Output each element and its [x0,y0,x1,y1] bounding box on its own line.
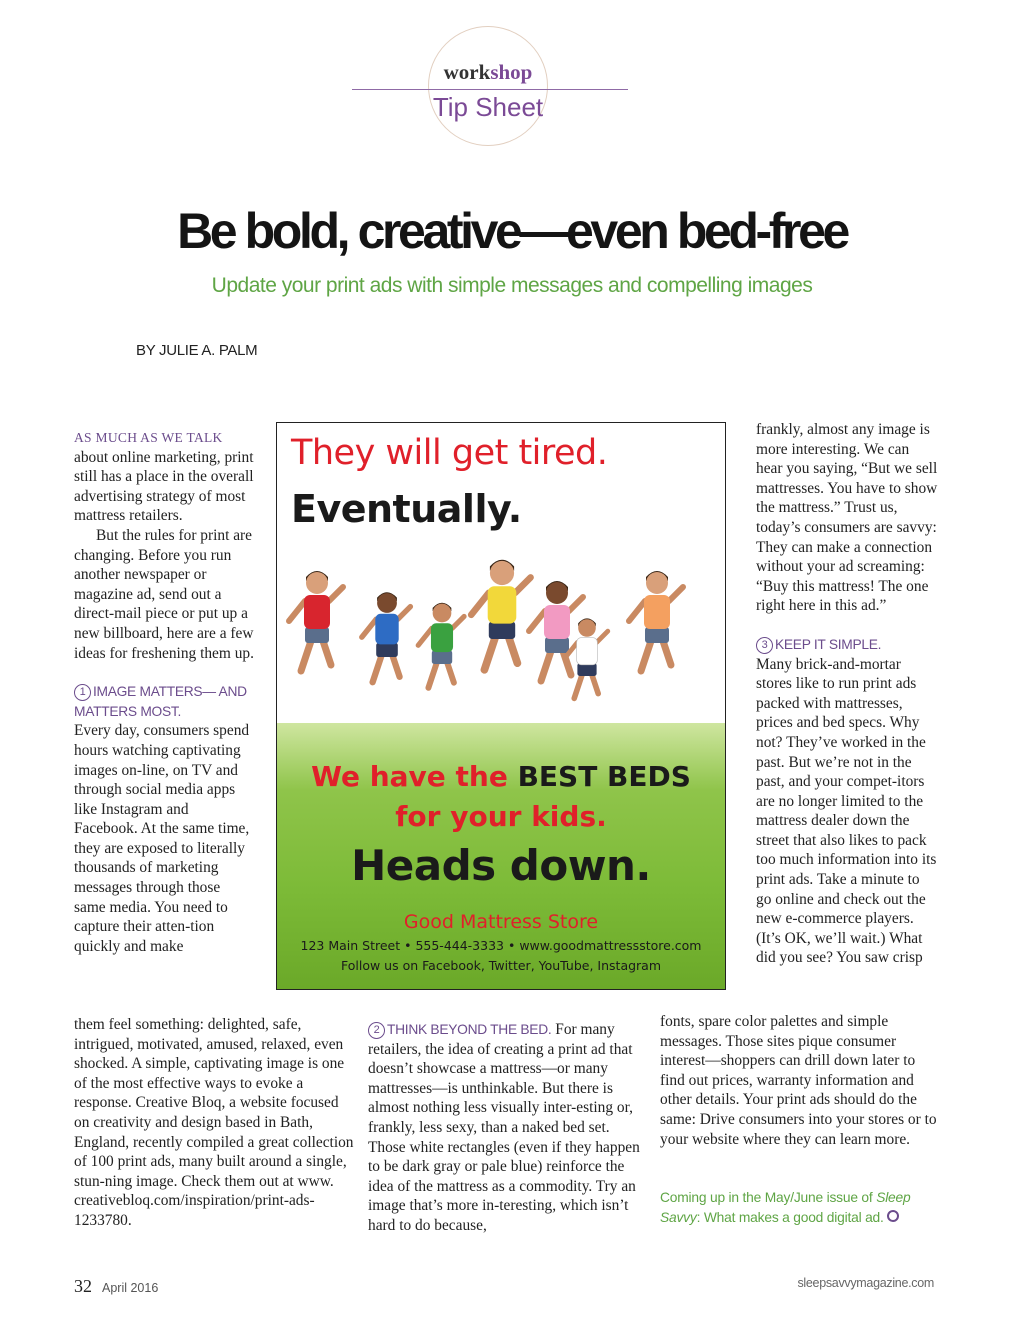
lead-text: about online marketing, print still has a place in the overall advertising strategy of most mattress retailers. [74,448,254,525]
lead-paragraph [74,428,254,526]
header-badge-circle [428,26,548,146]
column-1 [74,428,254,956]
ad-heads-down: Heads down. [351,841,651,890]
magazine-site: sleepsavvymagazine.com [797,1276,934,1290]
ad-best-c: for your kids. [395,800,607,833]
issue-date: April 2016 [102,1281,159,1295]
child-figure [529,581,583,681]
coming-up-text: Coming up in the May/June issue of [660,1190,873,1205]
ad-line-1: They will get tired. [291,433,608,473]
child-figure [418,603,464,688]
child-figure [565,618,608,698]
tip-1-body-b: them feel something: delighted, safe, intrigued, motivated, amused, relaxed, even shocked. A simple, captivating image is one of the most effective ways to evoke a response. Creative Bloq, a website focused on creativity and design based in Bath, England, recently compiled a great collection of 100 print ads, many built around a single, stun-ning image. Check them out at www. creativebloq.com/inspiration/print-ads-1233780. [74,1016,354,1229]
tip-1-number: 1 [74,684,91,701]
ad-line-2: Eventually. [291,487,522,531]
tip-3-body-a: Many brick-and-mortar stores like to run print ads packed with mattresses, prices and bed specs. Why not? They’ve worked in the past. But we’re not in the past, and your compet-itors are no longer limited to the mattress dealer down the street that also likes to pack too much information into its print ads. Take a minute to go online and check out the new e-commerce players. (It’s OK, we’ll wait.) What did you see? You saw crisp [756,655,937,967]
article-headline: Be bold, creative—even bed-free [177,203,847,259]
tip-2-number: 2 [368,1022,385,1039]
sample-print-ad [276,422,726,990]
lead-caps: AS MUCH AS WE TALK [74,430,223,445]
tip-3-title: KEEP IT SIMPLE. [775,636,882,652]
ad-best-b: BEST BEDS [517,760,691,793]
tip-2-body: For many retailers, the idea of creating a print ad that doesn’t showcase a mattress—or many mattresses—is unthinkable. But there is almost nothing less visually inter-esting or, frankly, less sexy, than a naked bed set. Those white rectangles (even if they happen to be dark gray or pale blue) reinforce the idea of the mattress as a commodity. Try an image that’s more in-teresting, which isn’t hard to do because, [368,1021,640,1234]
ad-best-beds [277,757,725,837]
tip-3-body-b: fonts, spare color palettes and simple messages. Those sites pique consumer interest—shoppers can drill down later to find out prices, warranty information and other details. Your print ads should do the same: Drive consumers into your stores or to your website where they can learn more. [660,1013,937,1148]
coming-up-magazine: Sleep Savvy [660,1190,911,1225]
article-subhead: Update your print ads with simple messages and compelling images [211,274,813,297]
tip-1-heading [74,682,254,721]
tip-3-heading [756,635,938,655]
tip-1-title: IMAGE MATTERS— AND MATTERS MOST. [74,684,247,719]
column-1-lower [74,1015,354,1231]
column-3-top: frankly, almost any image is more interesting. We can hear you saying, “But we sell mattresses. You have to show the mattress.” Trust us, today’s consumers are savvy: They can make a connection without your ad screaming: “Buy this mattress! The one right here in this ad.” [756,421,938,615]
ad-store-name: Good Mattress Store [403,911,599,933]
column-3 [756,420,938,968]
ad-best-a: We have the [311,760,518,793]
tip-2-title: THINK BEYOND THE BED. [387,1022,552,1037]
child-figure [289,571,343,671]
coming-up-note [660,1188,940,1228]
tip-1-body-a: Every day, consumers spend hours watching captivating images on-line, on TV and through social media apps like Instagram and Facebook. At the same time, they are exposed to literally thousands of marketing messages through those same media. You need to capture their atten-tion quickly and make [74,722,250,955]
header-rule [352,89,628,90]
tip-2-heading [368,1022,551,1037]
child-figure [471,560,530,670]
workshop-label [380,60,596,85]
child-figure [362,592,411,682]
tip-2-paragraph [368,1020,640,1236]
section-title: Tip Sheet [432,92,544,122]
paragraph-2: But the rules for print are changing. Before you run another newspaper or magazine ad, send out a direct-mail piece or put up a new billboard, here are a few ideas for freshening them up. [74,526,254,662]
workshop-label-work: work [443,60,491,84]
column-3-lower [660,1012,940,1149]
page-number: 32 [74,1276,92,1296]
tip-3-number: 3 [756,637,773,654]
child-figure [629,571,683,671]
ad-social: Follow us on Facebook, Twitter, YouTube, Instagram [340,958,662,973]
column-2 [368,1020,640,1236]
coming-up-topic: : What makes a good digital ad. [696,1210,884,1225]
article-byline: BY JULIE A. PALM [136,342,258,359]
end-mark-icon [887,1210,899,1222]
running-kids-photo [277,543,726,743]
workshop-label-shop: shop [490,60,533,84]
ad-address: 123 Main Street • 555-444-3333 • www.goodmattressstore.com [300,938,702,953]
